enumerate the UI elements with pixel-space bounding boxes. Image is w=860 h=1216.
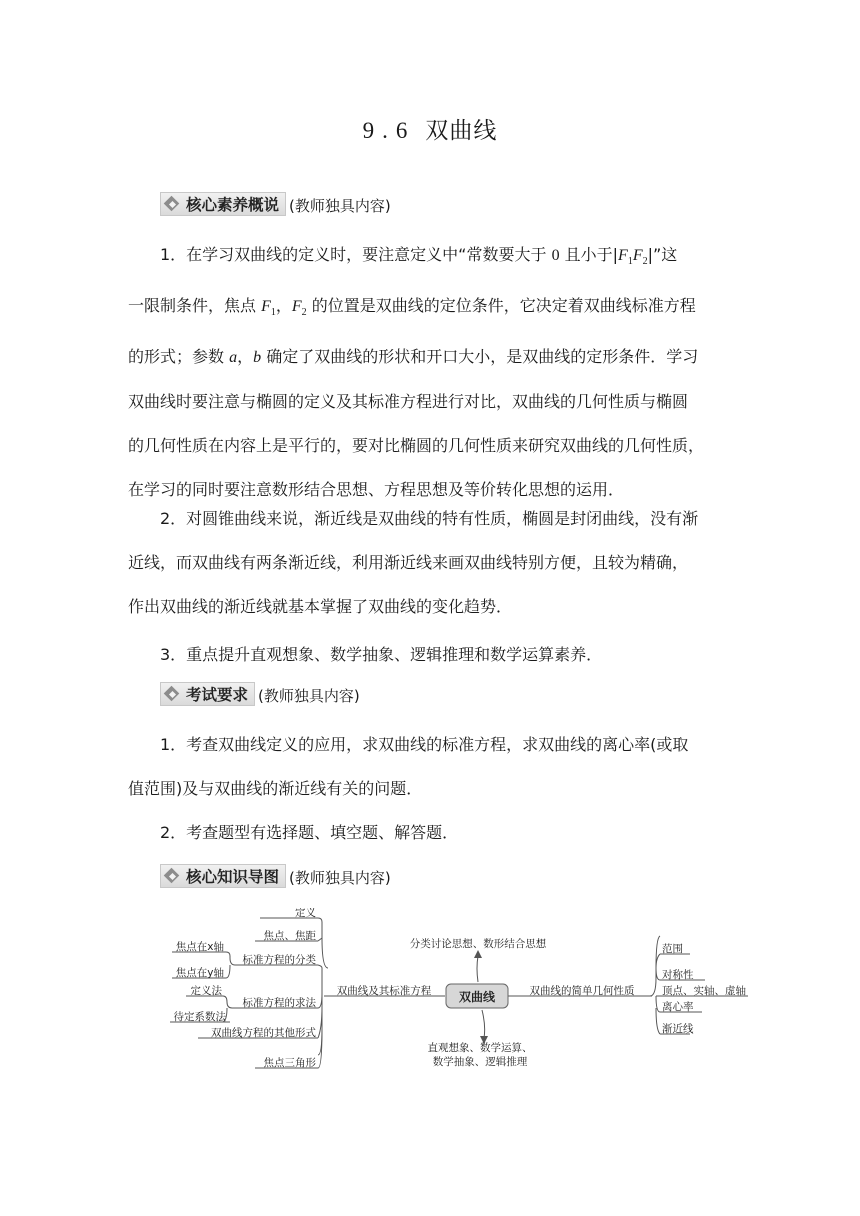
text-line: 1．考查双曲线定义的应用，求双曲线的标准方程，求双曲线的离心率(或取 [160, 735, 689, 754]
right-item: 范围 [662, 943, 683, 955]
page-title [0, 112, 860, 145]
section-label: 考试要求 [186, 686, 249, 704]
text-line: 的几何性质在内容上是平行的，要对比椭圆的几何性质来研究双曲线的几何性质， [128, 436, 705, 456]
section-label: 核心知识导图 [186, 868, 280, 886]
section-number: 9.6 [362, 118, 416, 143]
bottom-node-label: 直观想象、数学运算、 [427, 1042, 533, 1054]
right-item: 离心率 [662, 1001, 694, 1013]
section-header-mindmap [160, 862, 391, 888]
left-sub-item: 焦点在x轴 [175, 941, 224, 953]
text-line: 作出双曲线的渐近线就基本掌握了双曲线的变化趋势． [128, 597, 513, 616]
left-sub-item: 定义法 [190, 985, 222, 997]
right-item: 顶点、实轴、虚轴 [662, 985, 746, 997]
diamond-icon [163, 685, 181, 703]
text-line: 近线，而双曲线有两条渐近线，利用渐近线来画双曲线特别方便，且较为精确， [128, 553, 689, 572]
left-item: 标准方程的求法 [242, 997, 316, 1009]
section-badge [160, 864, 286, 888]
text-line: 3．重点提升直观想象、数学抽象、逻辑推理和数学运算素养． [160, 645, 603, 664]
text-line: 2．对圆锥曲线来说，渐近线是双曲线的特有性质，椭圆是封闭曲线，没有渐 [160, 509, 699, 528]
left-item: 标准方程的分类 [242, 954, 316, 966]
top-node-label: 分类讨论思想、数形结合思想 [409, 938, 547, 950]
left-sub-item: 待定系数法 [173, 1011, 226, 1023]
section-badge [160, 682, 255, 706]
text-line: 在学习的同时要注意数形结合思想、方程思想及等价转化思想的运用． [128, 480, 625, 500]
section-badge [160, 192, 286, 216]
paragraph-2 [128, 497, 738, 629]
paragraph-3 [128, 633, 738, 677]
text-line: 2．考查题型有选择题、填空题、解答题． [160, 823, 459, 842]
paragraph-1 [128, 233, 738, 512]
text-line: 的形式；参数 a，b 确定了双曲线的形状和开口大小，是双曲线的定形条件．学习 [128, 347, 699, 367]
diamond-icon [163, 195, 181, 213]
left-item: 焦点三角形 [263, 1057, 316, 1069]
section-label: 核心素养概说 [186, 196, 280, 214]
center-node-label: 双曲线 [458, 990, 496, 1004]
exam-list [128, 723, 738, 855]
knowledge-mindmap [160, 908, 760, 1078]
text-line: 值范围)及与双曲线的渐近线有关的问题． [128, 779, 423, 798]
section-note: (教师独具内容) [258, 687, 360, 705]
left-item: 焦点、焦距 [263, 930, 316, 942]
diamond-icon [163, 867, 181, 885]
section-header-core-literacy [160, 190, 391, 216]
left-sub-item: 焦点在y轴 [175, 967, 224, 979]
left-item: 双曲线方程的其他形式 [211, 1027, 316, 1039]
text-line: 一限制条件，焦点 $F_1$，$F_2$ 的位置是双曲线的定位条件，它决定着双曲线标准方程 [128, 296, 696, 319]
right-branch-label: 双曲线的简单几何性质 [529, 985, 635, 997]
section-note: (教师独具内容) [289, 869, 391, 887]
bottom-node-label: 数学抽象、逻辑推理 [432, 1056, 528, 1068]
text-line: 1．在学习双曲线的定义时，要注意定义中“常数要大于 0 且小于$|F_1F_2|$”这 [160, 245, 678, 268]
left-item: 定义 [295, 908, 316, 919]
left-branch-label: 双曲线及其标准方程 [336, 985, 432, 997]
section-note: (教师独具内容) [289, 197, 391, 215]
text-line: 双曲线时要注意与椭圆的定义及其标准方程进行对比，双曲线的几何性质与椭圆 [128, 392, 689, 412]
right-item: 对称性 [662, 969, 694, 981]
section-header-exam [160, 680, 360, 706]
right-item: 渐近线 [662, 1023, 694, 1035]
title-text: 双曲线 [425, 118, 498, 144]
